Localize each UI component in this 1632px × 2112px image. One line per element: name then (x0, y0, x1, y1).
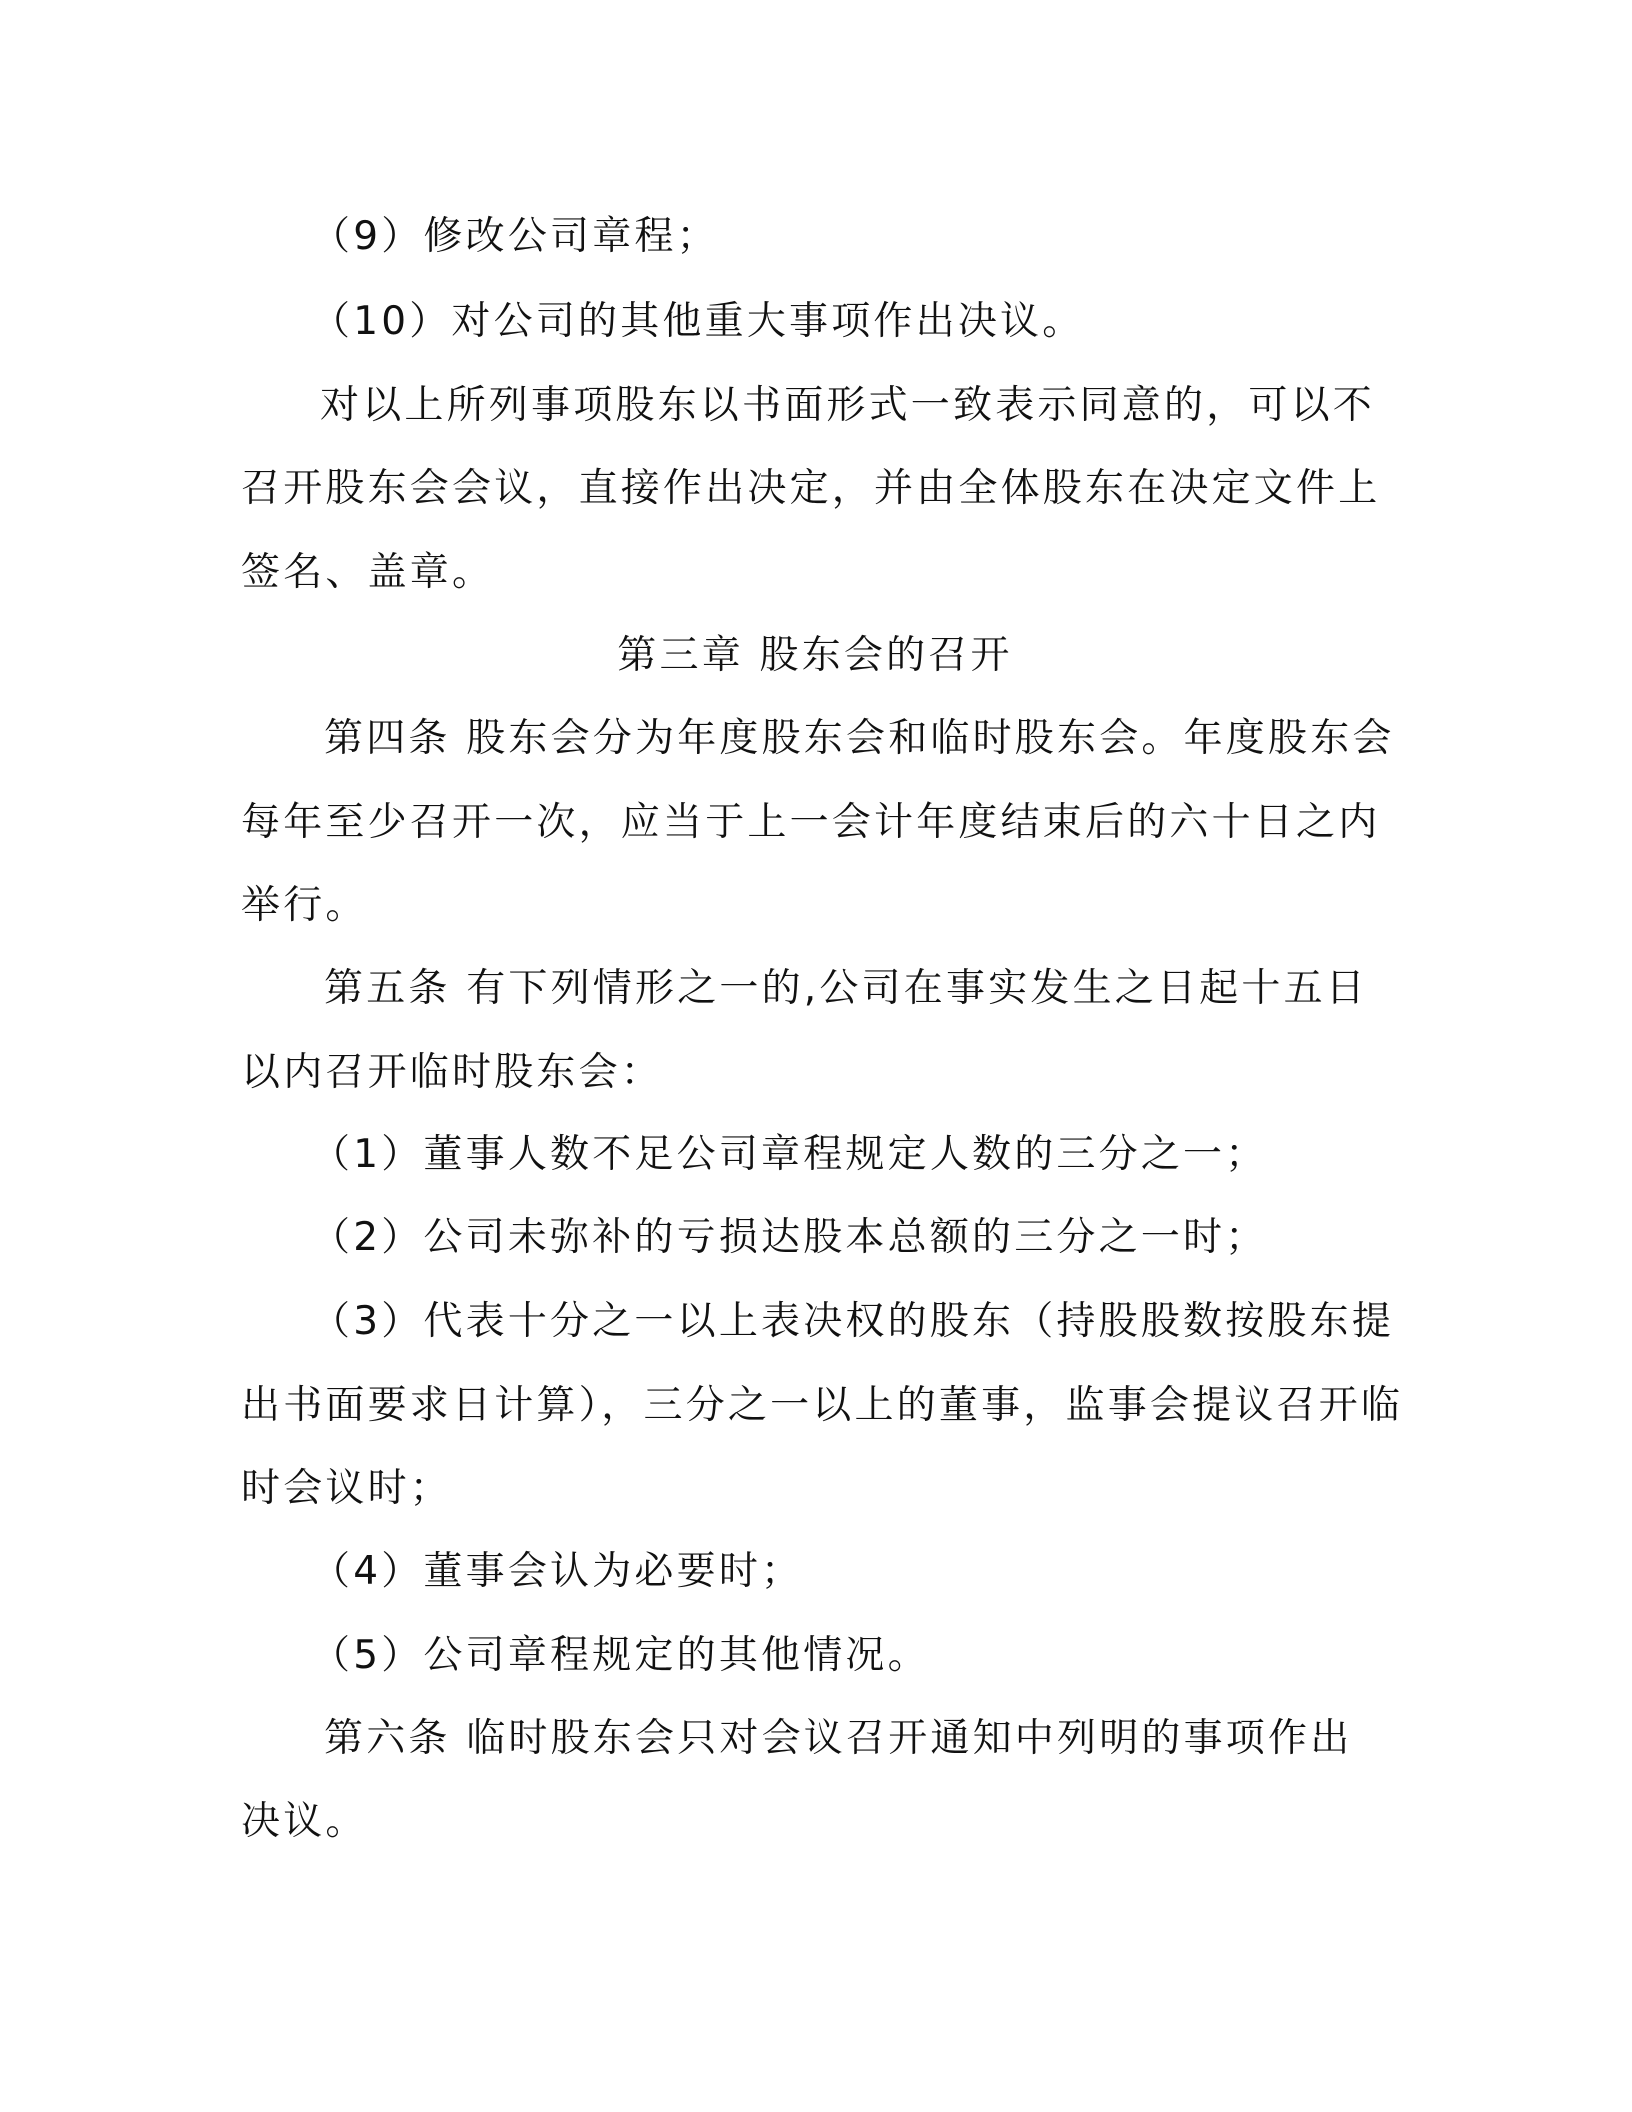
article-6-line: 第六条 临时股东会只对会议召开通知中列明的事项作出 (324, 1716, 1353, 1761)
article-4-line: 举行。 (241, 883, 368, 928)
paragraph-line: 签名、盖章。 (241, 550, 495, 595)
list-item-3-continuation: 出书面要求日计算），三分之一以上的董事，监事会提议召开临 (241, 1383, 1404, 1428)
paragraph-line: 召开股东会会议，直接作出决定，并由全体股东在决定文件上 (241, 466, 1381, 511)
list-item-3-continuation: 时会议时； (241, 1466, 453, 1511)
list-item-5: （5）公司章程规定的其他情况。 (311, 1633, 930, 1678)
list-item-10: （10）对公司的其他重大事项作出决议。 (311, 299, 1085, 344)
article-4-line: 每年至少召开一次，应当于上一会计年度结束后的六十日之内 (241, 800, 1381, 845)
paragraph-line: 对以上所列事项股东以书面形式一致表示同意的，可以不 (320, 383, 1376, 428)
chapter-heading: 第三章 股东会的召开 (617, 633, 1013, 678)
list-item-3: （3）代表十分之一以上表决权的股东（持股股数按股东提 (311, 1299, 1395, 1344)
article-5-line: 以内召开临时股东会： (241, 1050, 664, 1095)
list-item-4: （4）董事会认为必要时； (311, 1549, 804, 1594)
list-item-1: （1）董事人数不足公司章程规定人数的三分之一； (311, 1132, 1268, 1177)
article-4-line: 第四条 股东会分为年度股东会和临时股东会。年度股东会 (324, 716, 1395, 761)
list-item-2: （2）公司未弥补的亏损达股本总额的三分之一时； (311, 1215, 1268, 1260)
article-5-line: 第五条 有下列情形之一的,公司在事实发生之日起十五日 (324, 966, 1368, 1011)
article-6-line: 决议。 (241, 1799, 368, 1844)
list-item-9: （9）修改公司章程； (311, 214, 719, 259)
